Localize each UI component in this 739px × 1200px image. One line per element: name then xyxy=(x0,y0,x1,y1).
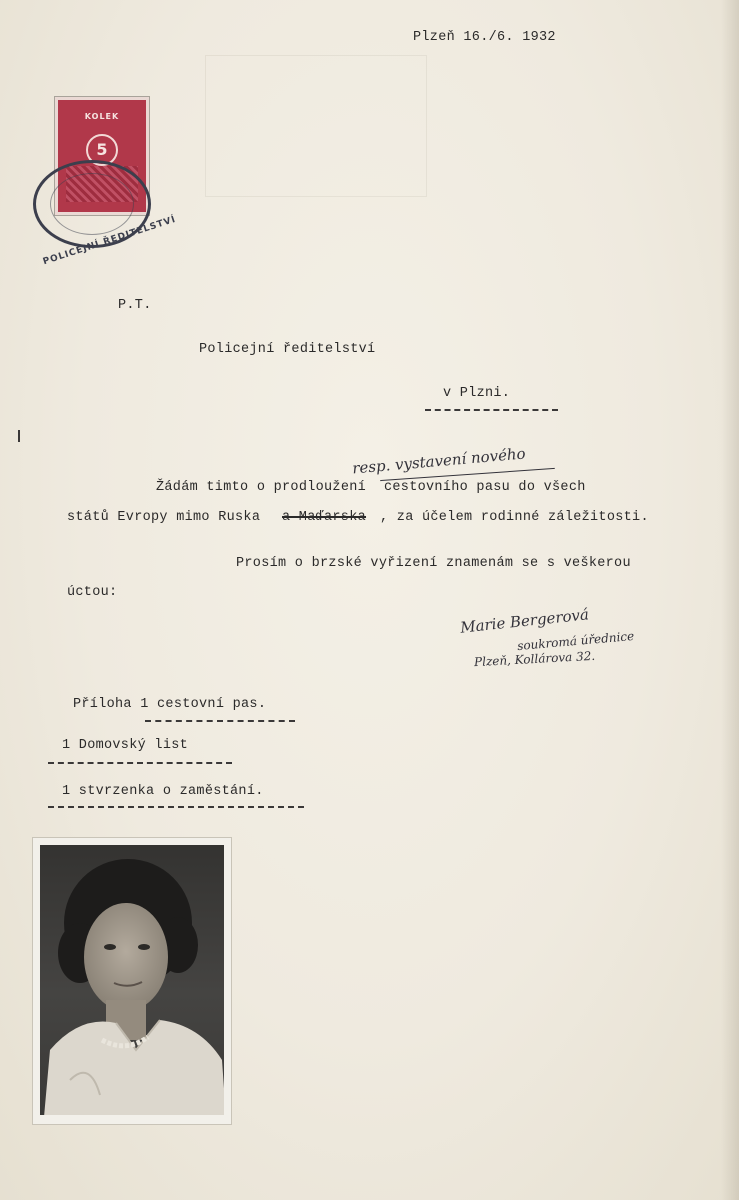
signature-name: Marie Bergerová xyxy=(459,605,590,637)
body-line-2-struck: a Maďarska xyxy=(282,510,367,525)
date-line: Plzeň 16./6. 1932 xyxy=(413,30,556,45)
body-line-1a: Žádám timto o prodloužení xyxy=(156,480,367,495)
attachment-1-underline xyxy=(145,720,295,722)
stamp-title: KOLEK xyxy=(84,112,120,121)
portrait-image xyxy=(40,845,224,1115)
body-line-2b: , za účelem rodinné záležitosti. xyxy=(380,510,649,525)
portrait-photo xyxy=(32,837,232,1125)
addressee-line-1: Policejní ředitelství xyxy=(199,342,376,357)
handwritten-insert: resp. vystavení nového xyxy=(351,444,527,478)
body-line-3: Prosím o brzské vyřizení znamenám se s veškerou xyxy=(236,556,631,571)
postmark-inner-ring xyxy=(50,173,134,235)
body-line-2a: států Evropy mimo Ruska xyxy=(67,510,261,525)
attachment-1: Příloha 1 cestovní pas. xyxy=(73,697,267,712)
attachment-2: 1 Domovský list xyxy=(62,738,189,753)
margin-mark xyxy=(18,430,20,442)
attachment-3-underline xyxy=(48,806,304,808)
body-line-1b: cestovního pasu do všech xyxy=(384,480,586,495)
attachment-2-underline xyxy=(48,762,232,764)
attachment-3: 1 stvrzenka o zaměstání. xyxy=(62,784,264,799)
signature-occupation: soukromá úřednice xyxy=(516,628,635,654)
postmark-text: POLICEJNÍ ŘEDITELSTVÍ xyxy=(41,214,178,268)
signature-address: Plzeň, Kollárova 32. xyxy=(473,648,596,670)
body-line-4: úctou: xyxy=(67,585,118,600)
salutation: P.T. xyxy=(118,298,152,313)
stamp-value: 5 xyxy=(86,134,118,166)
addressee-underline xyxy=(425,409,558,411)
portrait-illustration xyxy=(40,845,224,1115)
addressee-line-2: v Plzni. xyxy=(443,386,511,401)
faint-background-frame xyxy=(205,55,427,197)
